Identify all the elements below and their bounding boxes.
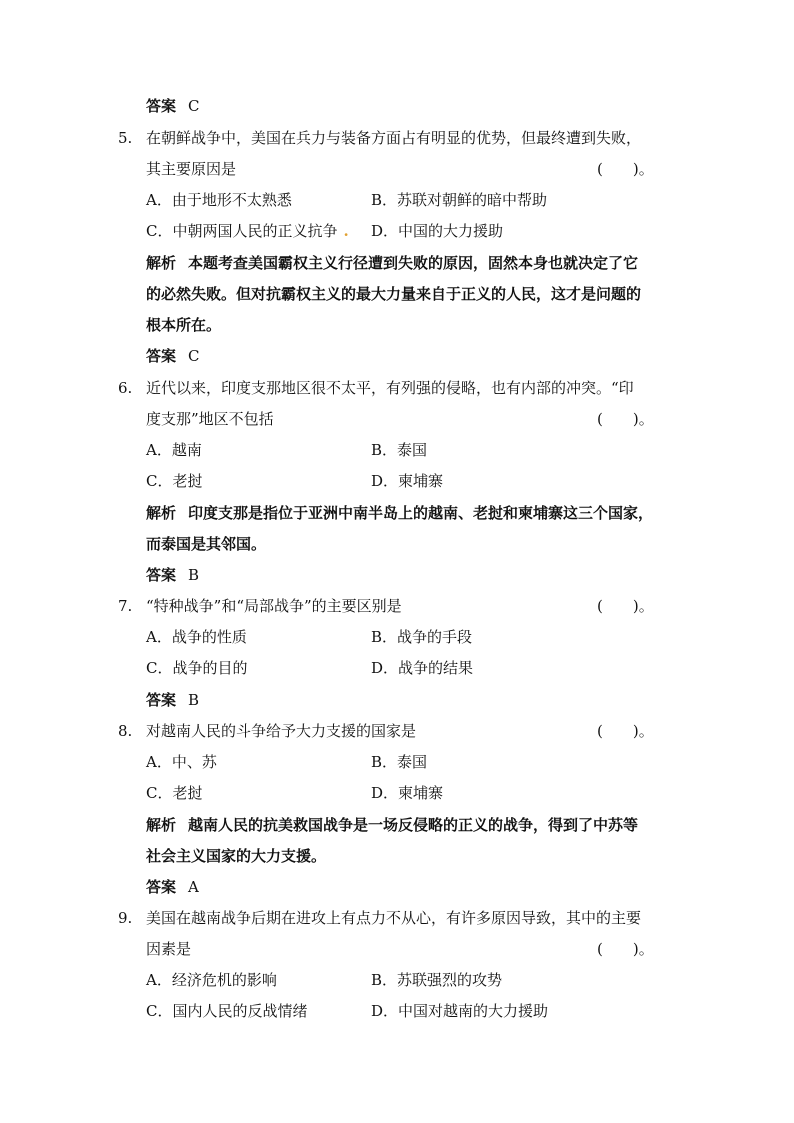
option-c: C．战争的目的	[146, 659, 248, 677]
option-c: C．老挝	[146, 784, 203, 802]
option-d: D．中国对越南的大力援助	[371, 1002, 549, 1020]
question-text: 对越南人民的斗争给予大力支援的国家是	[146, 722, 417, 740]
question-5-line2	[146, 159, 236, 179]
option-b: B．苏联强烈的攻势	[371, 971, 503, 989]
answer-blank: ( )。	[597, 597, 654, 615]
option-d: D．战争的结果	[371, 659, 474, 677]
answer-line-q8	[146, 877, 199, 897]
answer-value: B	[188, 691, 200, 709]
answer-line-q4	[146, 96, 200, 116]
answer-value: B	[188, 566, 200, 584]
analysis-text-3: 根本所在。	[146, 316, 222, 334]
answer-line-q6	[146, 565, 199, 585]
option-a: A．由于地形不太熟悉	[146, 191, 292, 209]
question-7	[118, 596, 402, 616]
answer-blank: ( )。	[597, 160, 654, 178]
question-5	[118, 128, 642, 148]
analysis-q8	[146, 815, 638, 835]
question-text: 其主要原因是	[146, 160, 237, 178]
option-a: A．中、苏	[146, 753, 217, 771]
question-text: 在朝鲜战争中，美国在兵力与装备方面占有明显的优势，但最终遭到失败，	[146, 129, 642, 147]
question-text: 因素是	[146, 940, 192, 958]
analysis-text-2: 的必然失败。但对抗霸权主义的最大力量来自于正义的人民，这才是问题的	[146, 285, 642, 303]
answer-label: 答案	[146, 691, 177, 709]
question-text: “特种战争”和“局部战争”的主要区别是	[146, 597, 402, 615]
analysis-label: 解析	[146, 816, 177, 834]
answer-blank: ( )。	[597, 410, 654, 428]
option-c-text: C．中朝两国人民的正义抗争	[146, 222, 338, 240]
question-9-line2	[146, 939, 191, 959]
analysis-label: 解析	[146, 254, 177, 272]
answer-value: C	[188, 97, 200, 115]
analysis-text: 印度支那是指位于亚洲中南半岛上的越南、老挝和柬埔寨这三个国家，	[188, 504, 654, 522]
option-c: C．国内人民的反战情绪	[146, 1002, 308, 1020]
option-c	[146, 221, 355, 241]
answer-label: 答案	[146, 347, 177, 365]
analysis-text-2: 而泰国是其邻国。	[146, 535, 267, 553]
analysis-q5	[146, 253, 638, 273]
question-6	[118, 378, 634, 398]
option-b: B．战争的手段	[371, 628, 473, 646]
answer-line-q7	[146, 690, 199, 710]
analysis-text: 越南人民的抗美救国战争是一场反侵略的正义的战争，得到了中苏等	[188, 816, 639, 834]
question-text: 度支那”地区不包括	[146, 410, 274, 428]
option-d: D．柬埔寨	[371, 472, 444, 490]
question-text: 美国在越南战争后期在进攻上有点力不从心，有许多原因导致，其中的主要	[146, 909, 642, 927]
answer-label: 答案	[146, 566, 177, 584]
stray-mark: .	[343, 222, 349, 240]
option-c: C．老挝	[146, 472, 203, 490]
question-number: 5.	[118, 129, 133, 147]
option-a: A．经济危机的影响	[146, 971, 277, 989]
answer-line-q5	[146, 346, 200, 366]
answer-blank: ( )。	[597, 722, 654, 740]
answer-value: A	[188, 878, 199, 896]
question-number: 9.	[118, 909, 133, 927]
option-d: D．中国的大力援助	[371, 222, 504, 240]
question-6-line2	[146, 409, 274, 429]
option-b: B．苏联对朝鲜的暗中帮助	[371, 191, 548, 209]
option-d: D．柬埔寨	[371, 784, 444, 802]
option-b: B．泰国	[371, 441, 428, 459]
answer-blank: ( )。	[597, 940, 654, 958]
question-number: 8.	[118, 722, 133, 740]
answer-label: 答案	[146, 97, 177, 115]
analysis-text-2: 社会主义国家的大力支援。	[146, 847, 327, 865]
option-a: A．战争的性质	[146, 628, 247, 646]
question-8	[118, 721, 417, 741]
answer-label: 答案	[146, 878, 177, 896]
option-b: B．泰国	[371, 753, 428, 771]
answer-value: C	[188, 347, 200, 365]
question-number: 6.	[118, 379, 133, 397]
question-text: 近代以来，印度支那地区很不太平，有列强的侵略，也有内部的冲突。“印	[146, 379, 634, 397]
analysis-label: 解析	[146, 504, 177, 522]
question-number: 7.	[118, 597, 133, 615]
question-9	[118, 908, 642, 928]
analysis-q6	[146, 503, 653, 523]
analysis-text: 本题考查美国霸权主义行径遭到失败的原因，固然本身也就决定了它	[188, 254, 639, 272]
option-a: A．越南	[146, 441, 202, 459]
